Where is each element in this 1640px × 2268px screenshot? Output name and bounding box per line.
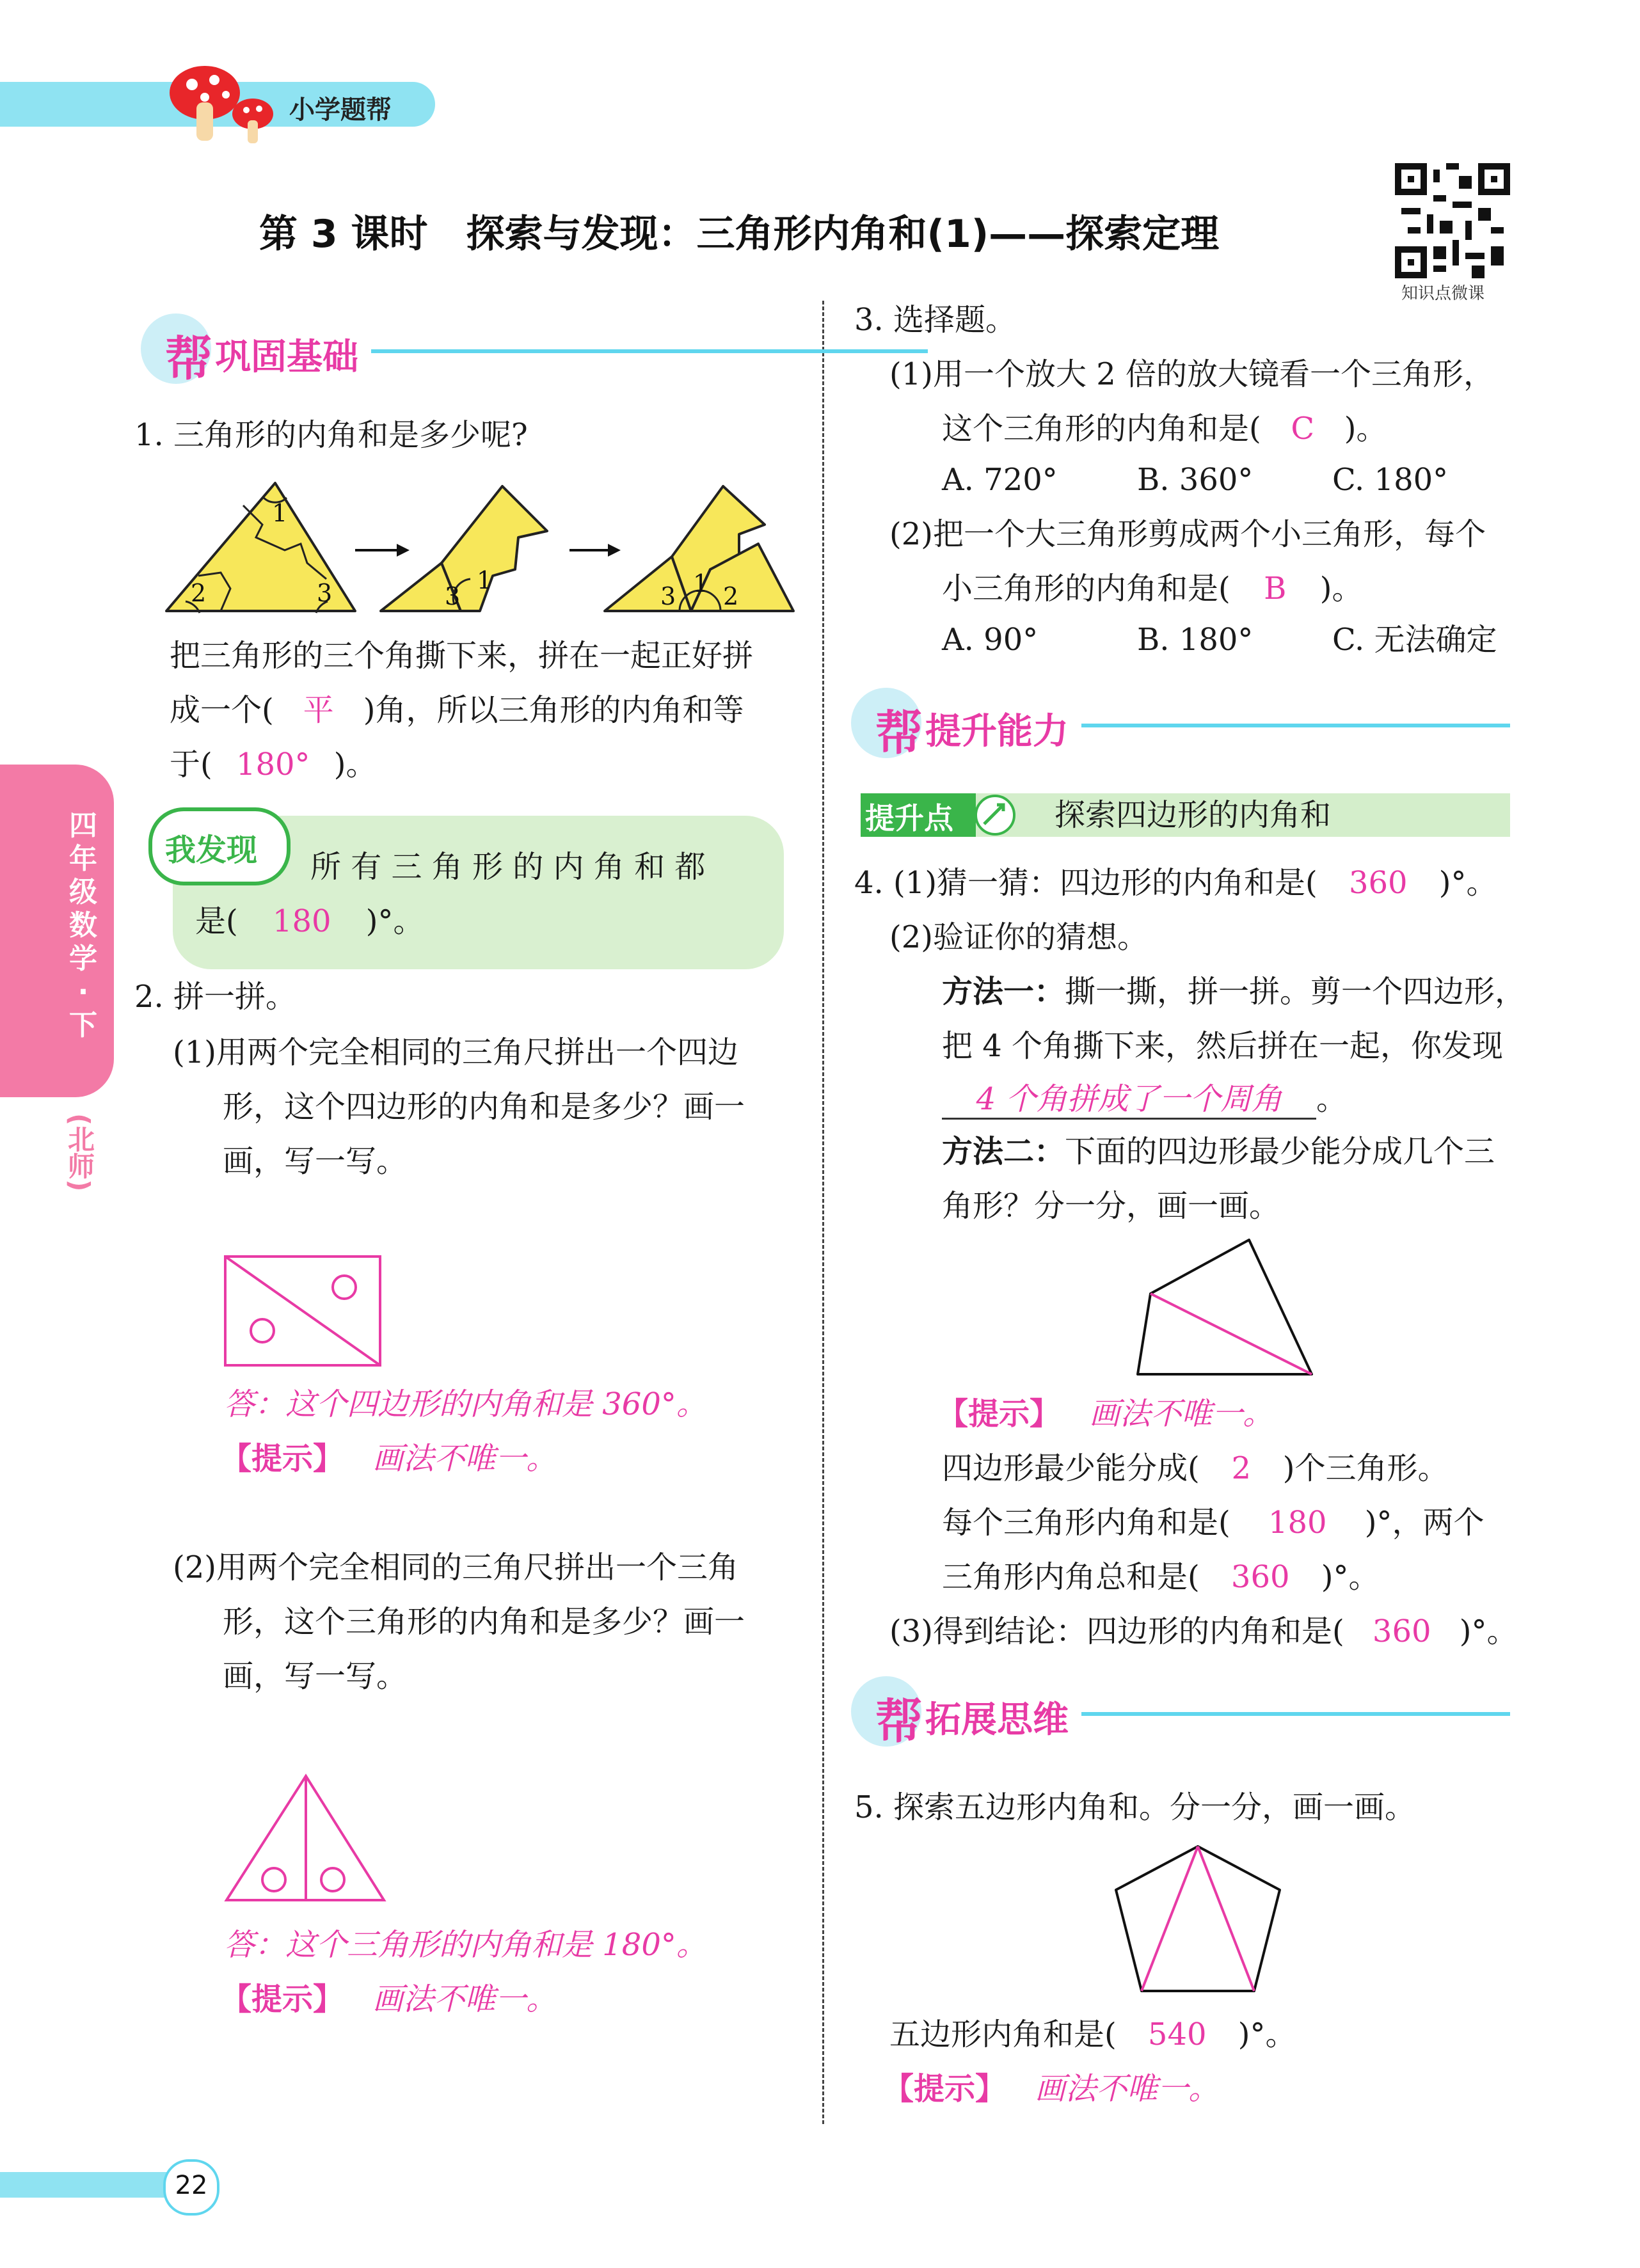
q3-p1-line2-b: )。	[1344, 411, 1387, 447]
section-header-basic	[141, 313, 793, 384]
q4-r2-answer: 180	[1268, 1505, 1327, 1541]
bang-char: 帮	[875, 706, 923, 761]
discover-line2-a: 是(	[195, 903, 238, 939]
arrow-icon	[608, 544, 621, 557]
q4-p3	[889, 1612, 1517, 1651]
brand-name: 小学题帮	[289, 95, 392, 125]
q4-m2-line1	[942, 1132, 1495, 1171]
q1-stem: 1. 三角形的内角和是多少呢?	[134, 417, 528, 453]
page-title: 第 3 课时 探索与发现：三角形内角和(1)——探索定理	[259, 212, 1220, 257]
q2-p2-line1: (2)用两个完全相同的三角尺拼出一个三角	[173, 1550, 738, 1585]
q5-answer: 540	[1147, 2017, 1207, 2052]
q1-answer-flat: 平	[303, 692, 334, 728]
option-c[interactable]: C. 180°	[1332, 462, 1449, 498]
section-title-basic: 巩固基础	[215, 337, 358, 378]
q2-rectangle-drawing	[223, 1254, 383, 1369]
q5-hint	[883, 2070, 1219, 2108]
q1-line3-b: )。	[333, 747, 377, 782]
q3-p2-line2-a: 小三角形的内角和是(	[942, 571, 1230, 607]
method-one-label: 方法一：	[942, 974, 1065, 1010]
q4-p3-a: (3)得到结论：四边形的内角和是(	[889, 1614, 1344, 1649]
side-char: 四	[69, 809, 97, 842]
q4-m2-line1-text: 下面的四边形最少能分成几个三	[1065, 1134, 1495, 1170]
mushroom-logo-icon	[163, 58, 291, 147]
q4-m1-line1	[942, 972, 1525, 1011]
angle-label: 3	[317, 579, 333, 607]
tisheng-text: 探索四边形的内角和	[1055, 797, 1332, 833]
q4-m1-line2: 把 4 个角撕下来，然后拼在一起，你发现	[942, 1028, 1504, 1064]
q4-m1-answer: 4 个角拼成了一个周角	[942, 1081, 1316, 1120]
discover-line2-b: )°。	[365, 903, 424, 939]
qr-code-icon[interactable]	[1395, 163, 1510, 278]
hint-label: 【提示】	[937, 1396, 1061, 1432]
q1-line2	[170, 691, 744, 729]
q3-p2-line1: (2)把一个大三角形剪成两个小三角形，每个	[889, 516, 1486, 552]
q4-m2-line2: 角形？分一分，画一画。	[942, 1188, 1280, 1224]
angle-label: 2	[723, 582, 739, 610]
q5-pentagon-drawing	[1112, 1843, 1284, 1996]
angle-label: 1	[693, 569, 709, 598]
q2-p2-line2: 形，这个三角形的内角和是多少？画一	[223, 1604, 745, 1640]
q4-p3-answer: 360	[1372, 1614, 1431, 1649]
q1-line3-a: 于(	[170, 747, 212, 782]
q2-triangle-drawing	[223, 1772, 389, 1907]
angle-label: 2	[191, 579, 207, 607]
q3-p2-line2-b: )。	[1319, 571, 1363, 607]
q4-m1-line1-text: 撕一撕，拼一拼。剪一个四边形，	[1065, 974, 1526, 1010]
discover-label: 我发现	[165, 832, 258, 868]
q4-hint	[937, 1395, 1273, 1433]
side-char: ·	[77, 976, 89, 1008]
q1-answer-180: 180°	[235, 747, 310, 782]
option-c[interactable]: C. 无法确定	[1332, 622, 1497, 658]
q4-p3-b: )°。	[1459, 1614, 1518, 1649]
q2-p1-line1: (1)用两个完全相同的三角尺拼出一个四边	[173, 1035, 738, 1070]
q4-p1	[854, 864, 1497, 902]
q2-p1-hint	[221, 1439, 557, 1478]
discover-answer: 180	[272, 903, 331, 939]
q4-r2-a: 每个三角形内角和是(	[942, 1505, 1230, 1541]
page-number: 22	[175, 2171, 208, 2200]
q3-p2-answer: B	[1264, 571, 1287, 607]
q3-p1-line2-a: 这个三角形的内角和是(	[942, 411, 1261, 447]
q4-m1-answer-line	[942, 1080, 1347, 1120]
q1-line1: 把三角形的三个角撕下来，拼在一起正好拼	[170, 638, 754, 674]
discover-line2	[195, 902, 424, 940]
q1-line2-a: 成一个(	[170, 692, 274, 728]
option-a[interactable]: A. 90°	[942, 622, 1039, 658]
q2-stem: 2. 拼一拼。	[134, 979, 297, 1015]
bang-char: 帮	[165, 331, 212, 386]
tisheng-label: 提升点	[865, 801, 953, 836]
side-char: 数	[69, 909, 97, 942]
q4-r3	[942, 1558, 1379, 1596]
q1-triangle-figure	[160, 467, 800, 621]
q2-p1-answer: 答：这个四边形的内角和是 360°。	[224, 1386, 707, 1422]
side-char: 级	[69, 876, 97, 908]
section-title-expand: 拓展思维	[925, 1699, 1069, 1741]
q1-line3	[170, 745, 376, 784]
q4-quadrilateral-drawing	[1133, 1235, 1325, 1382]
column-divider	[822, 301, 824, 2124]
q4-m1-end: 。	[1316, 1081, 1348, 1117]
q4-r3-b: )°。	[1321, 1559, 1380, 1595]
q4-r2	[942, 1503, 1484, 1542]
q3-p1-line1: (1)用一个放大 2 倍的放大镜看一个三角形，	[889, 356, 1495, 392]
q1-line2-b: )角，所以三角形的内角和等	[363, 692, 744, 728]
qr-caption: 知识点微课	[1401, 284, 1485, 303]
q5-result-a: 五边形内角和是(	[889, 2017, 1117, 2052]
option-a[interactable]: A. 720°	[942, 462, 1058, 498]
side-char: 下	[69, 1009, 97, 1042]
section-header-expand	[851, 1676, 1510, 1747]
q3-p1-answer: C	[1291, 411, 1315, 447]
section-rule	[1081, 724, 1510, 727]
q4-p2: (2)验证你的猜想。	[889, 919, 1148, 955]
section-rule	[1081, 1712, 1510, 1716]
q4-r3-a: 三角形内角总和是(	[942, 1559, 1200, 1595]
hint-text: 画法不唯一。	[1035, 2071, 1220, 2107]
q4-r1-b: )个三角形。	[1282, 1450, 1449, 1486]
q5-stem: 5. 探索五边形内角和。分一分，画一画。	[854, 1789, 1416, 1825]
q4-p1-a: 4. (1)猜一猜：四边形的内角和是(	[854, 865, 1318, 901]
q3-stem: 3. 选择题。	[854, 302, 1017, 338]
q4-r1	[942, 1449, 1448, 1487]
q2-p1-line3: 画，写一写。	[223, 1143, 408, 1179]
q4-r2-b: )°，两个	[1364, 1505, 1485, 1541]
bang-char: 帮	[875, 1694, 923, 1749]
side-tab-edition: (北师)	[64, 1113, 95, 1192]
option-b[interactable]: B. 180°	[1137, 622, 1254, 658]
q4-p1-b: )°。	[1438, 865, 1497, 901]
hint-label: 【提示】	[883, 2071, 1007, 2107]
section-title-improve: 提升能力	[925, 711, 1069, 752]
q4-r1-a: 四边形最少能分成(	[942, 1450, 1200, 1486]
option-b[interactable]: B. 360°	[1137, 462, 1254, 498]
hint-label: 【提示】	[221, 1441, 344, 1477]
q4-r3-answer: 360	[1230, 1559, 1290, 1595]
section-header-improve	[851, 688, 1510, 761]
angle-label: 3	[445, 582, 461, 610]
q2-p2-line3: 画，写一写。	[223, 1658, 408, 1694]
arrow-icon	[397, 544, 410, 557]
angle-label: 1	[272, 499, 288, 527]
hint-label: 【提示】	[221, 1981, 344, 2017]
hint-text: 画法不唯一。	[372, 1441, 557, 1477]
q4-p1-answer: 360	[1348, 865, 1408, 901]
q2-p2-answer: 答：这个三角形的内角和是 180°。	[224, 1927, 707, 1963]
side-char: 年	[69, 843, 97, 875]
footer-band	[0, 2172, 176, 2198]
discover-line1: 所 有 三 角 形 的 内 角 和 都	[310, 849, 706, 885]
side-char: 学	[69, 942, 97, 975]
q2-p2-hint	[221, 1980, 557, 2018]
angle-label: 1	[477, 566, 493, 594]
section-rule	[371, 349, 928, 353]
hint-text: 画法不唯一。	[1089, 1396, 1274, 1432]
pencil-icon	[973, 792, 1017, 838]
side-tab-grade	[64, 809, 102, 1042]
q3-p2-line2	[942, 569, 1362, 608]
q5-result-b: )°。	[1238, 2017, 1296, 2052]
q3-p1-line2	[942, 409, 1387, 448]
hint-text: 画法不唯一。	[372, 1981, 557, 2017]
q5-result	[889, 2015, 1296, 2054]
q4-r1-answer: 2	[1231, 1450, 1251, 1486]
angle-label: 3	[660, 582, 676, 610]
method-two-label: 方法二：	[942, 1134, 1065, 1170]
q2-p1-line2: 形，这个四边形的内角和是多少？画一	[223, 1089, 745, 1125]
